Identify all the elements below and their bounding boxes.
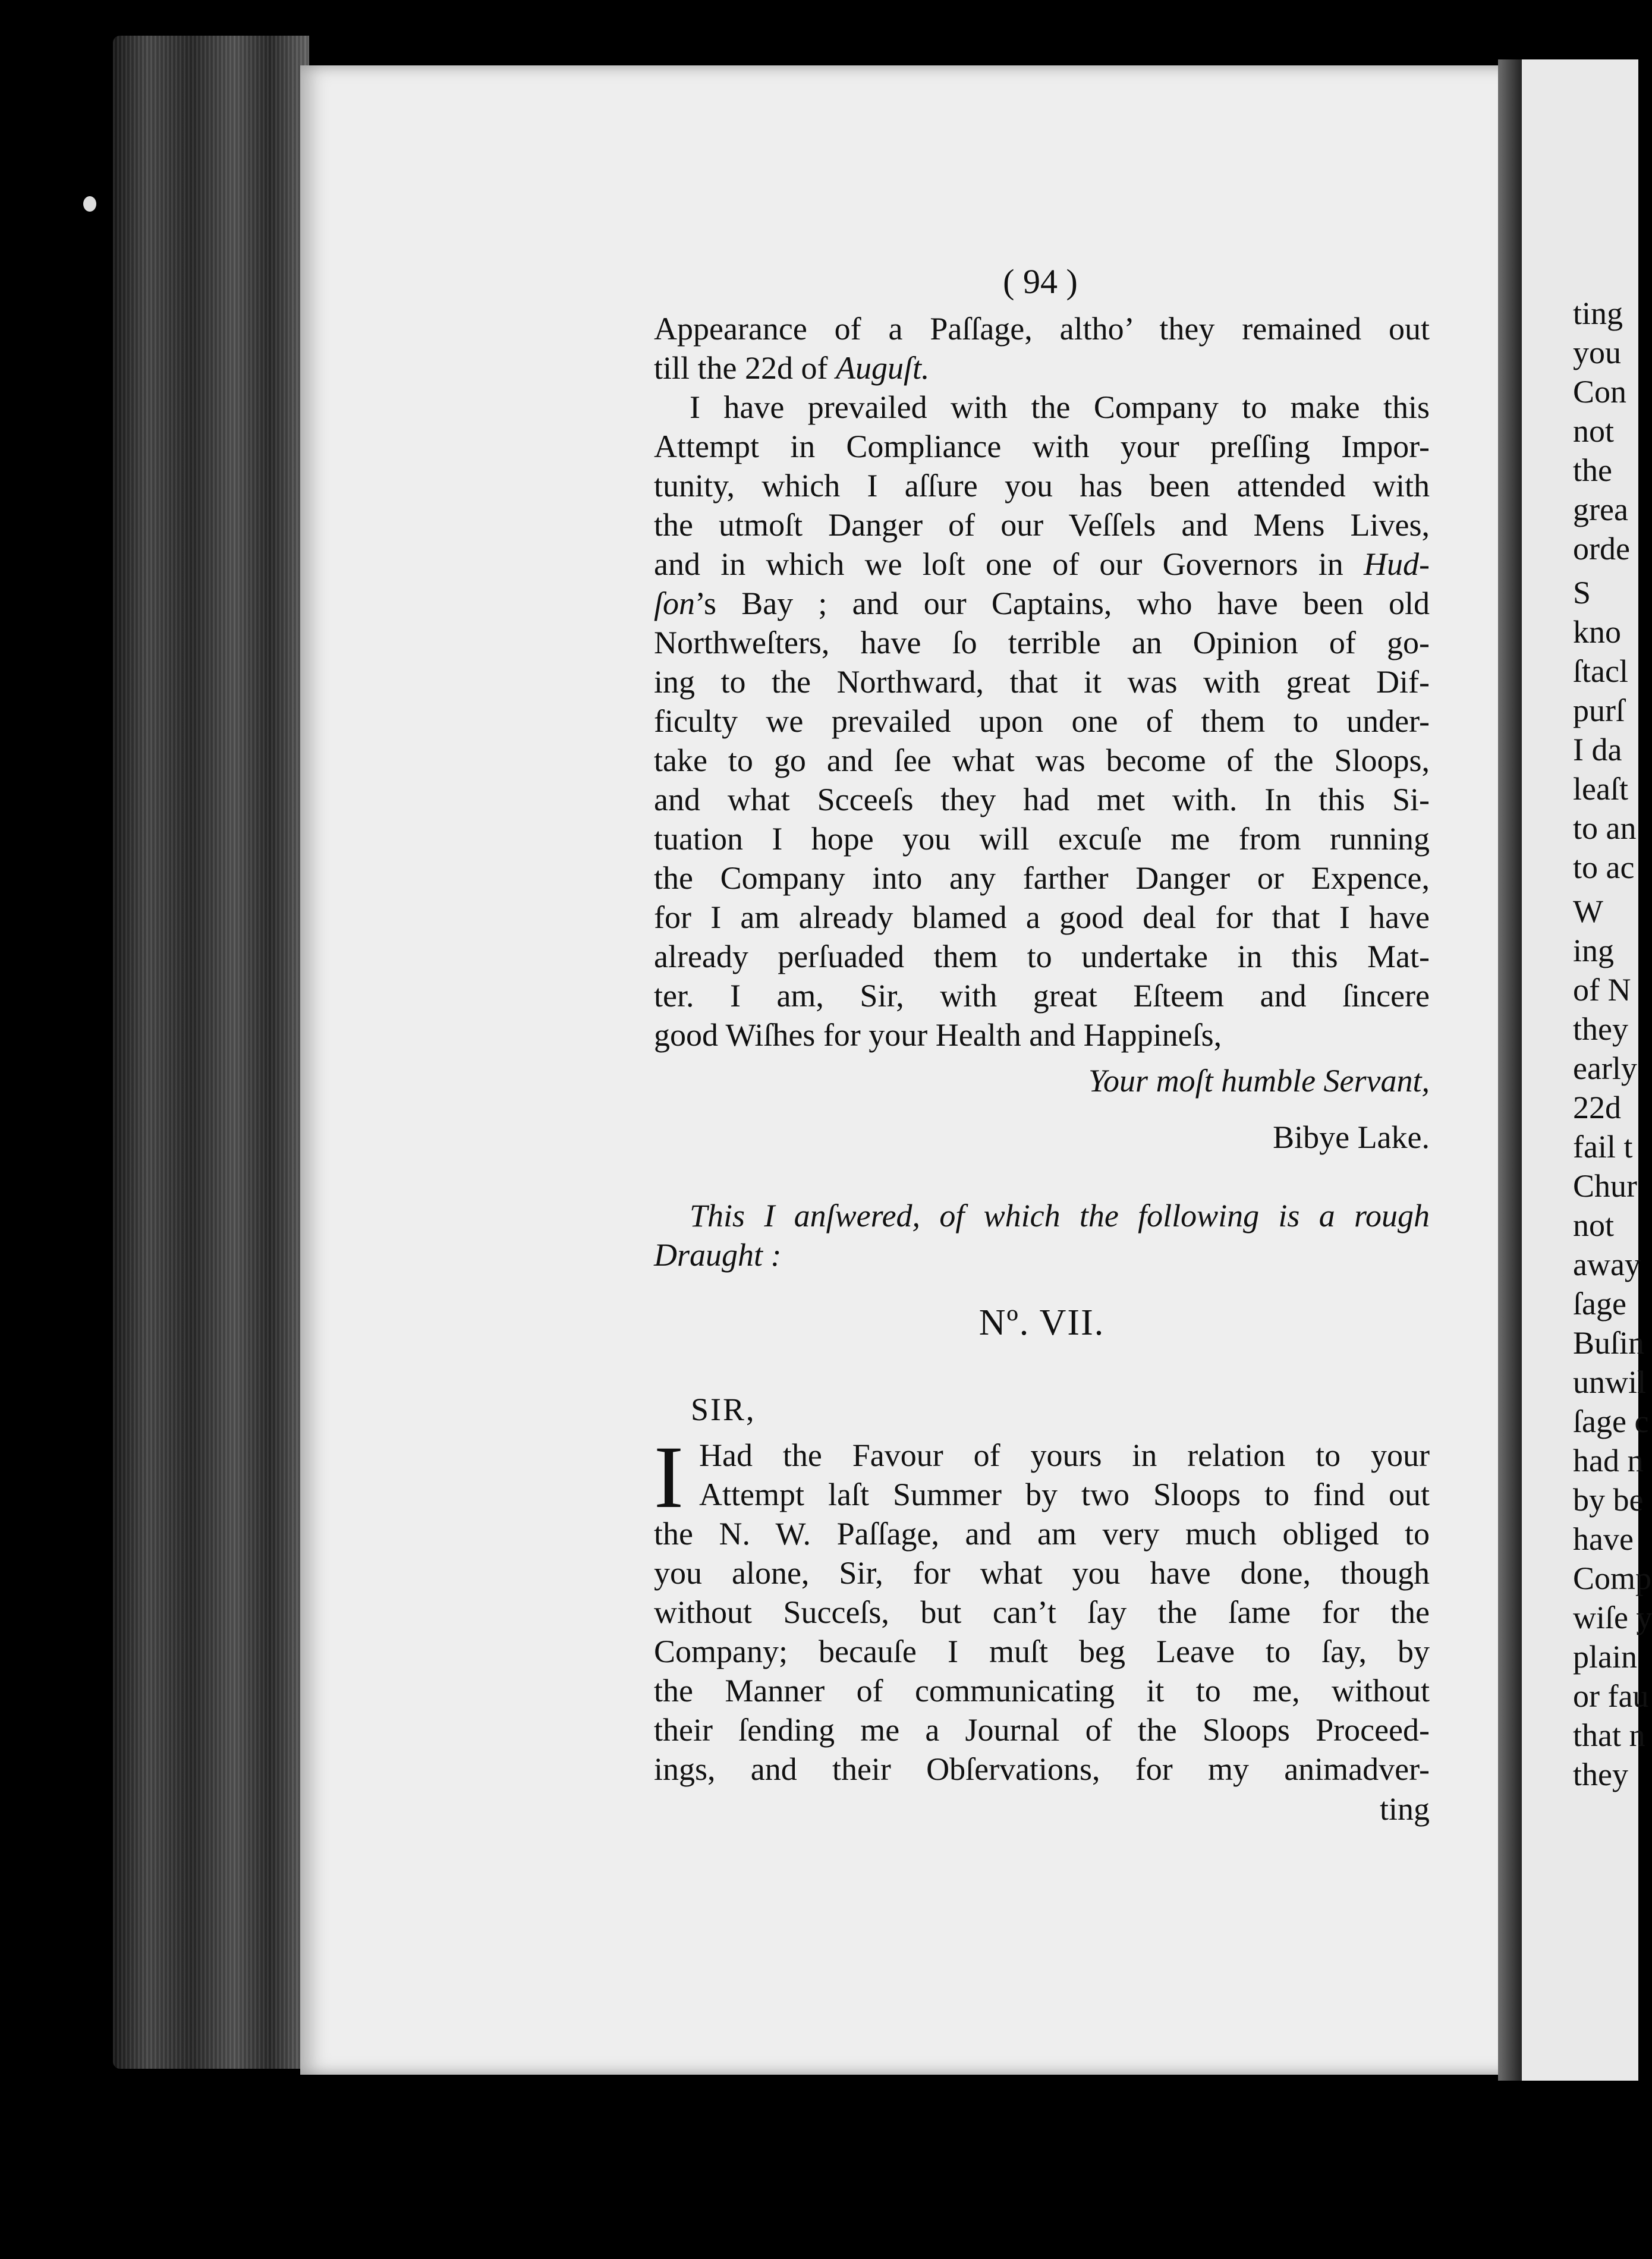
text-line: ing to the Northward, that it was with great Dif- [654,664,1430,700]
facing-page-line: plain [1573,1639,1637,1675]
facing-page-line: W [1573,893,1603,929]
text-line: the utmoſt Danger of our Veſſels and Mens Lives, [654,507,1430,543]
text-line: for I am already blamed a good deal for that I have [654,899,1430,935]
text-line: and what Scceeſs they had met with. In this Si- [654,782,1430,817]
facing-page-line: to an [1573,810,1637,846]
letter-line: you alone, Sir, for what you have done, though [654,1555,1430,1591]
facing-page-line: to ac [1573,850,1635,885]
facing-page-line: had n [1573,1443,1644,1478]
facing-page-line: not [1573,1207,1615,1243]
facing-page-line: or fau [1573,1678,1649,1714]
text-line: ſon’s Bay ; and our Captains, who have been old [654,586,1430,621]
text-line: take to go and ſee what was become of the Sloops, [654,742,1430,778]
text-line: tunity, which I aſſure you has been attended with [654,468,1430,504]
facing-page-line: ſtacl [1573,653,1628,689]
salutation: SIR, [691,1392,756,1427]
facing-page-line: by be [1573,1482,1644,1518]
text-line: already perſuaded them to undertake in this Mat- [654,939,1430,974]
text-line: and in which we loſt one of our Governors in Hud- [654,546,1430,582]
text-line: the Company into any farther Danger or Expence, [654,860,1430,896]
drop-cap: I [654,1428,684,1527]
book-fore-edge [113,36,309,2069]
letter-heading: Nº. VII. [978,1302,1105,1343]
facing-page-line: ſage [1573,1286,1626,1322]
page-number: ( 94 ) [1003,262,1078,301]
facing-page-line: ting [1573,295,1623,331]
text-line: Appearance of a Paſſage, altho’ they remained out [654,311,1430,347]
catchword: ting [1379,1791,1430,1827]
facing-page-line: Con [1573,374,1627,410]
letter-line: their ſending me a Journal of the Sloops Proceed- [654,1712,1430,1748]
facing-page-line: I da [1573,732,1622,767]
facing-page-line: they [1573,1011,1628,1047]
facing-page-line: ſage c [1573,1404,1649,1439]
text-line: ficulty we prevailed upon one of them to under- [654,703,1430,739]
intro-line: Draught : [654,1237,782,1273]
facing-page-line: purſ [1573,693,1625,728]
facing-page-line: leaſt [1573,771,1628,807]
letter-line: Attempt laſt Summer by two Sloops to find out [699,1477,1430,1512]
facing-page-line: orde [1573,531,1630,567]
facing-page-line: not [1573,413,1615,449]
letter-line: the N. W. Paſſage, and am very much obliged to [654,1516,1430,1552]
facing-page-line: grea [1573,492,1628,527]
facing-page-line: they [1573,1757,1628,1792]
facing-page-line: the [1573,452,1612,488]
letter-line: Had the Favour of yours in relation to your [699,1437,1430,1473]
letter-line: the Manner of communicating it to me, without [654,1673,1430,1709]
facing-page-line: ing [1573,933,1615,968]
text-line: till the 22d of Auguſt. [654,350,930,386]
letter-line: Company; becauſe I muſt beg Leave to ſay, by [654,1634,1430,1669]
text-line: tuation I hope you will excuſe me from running [654,821,1430,857]
facing-page-line: fail t [1573,1129,1633,1165]
paper-speck [83,196,96,212]
text-line: Attempt in Compliance with your preſſing Impor- [654,429,1430,464]
text-line: Northweſters, have ſo terrible an Opinion of go- [654,625,1430,660]
facing-page-line: have [1573,1521,1634,1557]
facing-page-line: away [1573,1247,1641,1282]
facing-page-line: S [1573,575,1591,611]
text-line: ter. I am, Sir, with great Eſteem and ſincere [654,978,1430,1014]
facing-page [1522,59,1652,2081]
text-line: good Wiſhes for your Health and Happineſs, [654,1017,1222,1053]
text-line: I have prevailed with the Company to make this [690,389,1430,425]
facing-page-line: kno [1573,614,1621,650]
letter-line: without Succeſs, but can’t ſay the ſame for the [654,1594,1430,1630]
facing-page-line: Chur [1573,1168,1637,1204]
facing-page-line: Comp [1573,1560,1652,1596]
facing-page-line: unwil [1573,1364,1647,1400]
facing-page-line: 22d [1573,1090,1621,1125]
facing-page-line: that n [1573,1717,1645,1753]
facing-page-line: wiſe y [1573,1600,1652,1635]
letter-line: ings, and their Obſervations, for my animadver- [654,1751,1430,1787]
closing-line: Your moſt humble Servant, [1088,1063,1430,1099]
facing-page-line: Buſin [1573,1325,1645,1361]
facing-page-line: you [1573,335,1621,370]
signature: Bibye Lake. [1273,1119,1430,1155]
intro-line: This I anſwered, of which the following is a rough [690,1198,1430,1234]
facing-page-line: of N [1573,972,1631,1008]
facing-page-line: early [1573,1050,1637,1086]
